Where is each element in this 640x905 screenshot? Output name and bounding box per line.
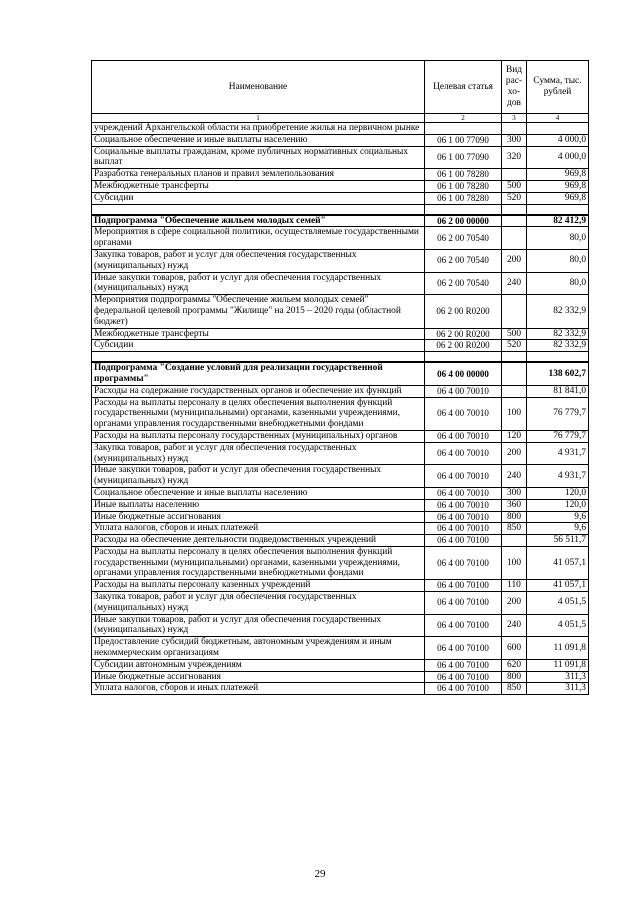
header-num-4: 4 — [527, 114, 589, 123]
row-target-article: 06 4 00 70010 — [425, 465, 502, 488]
row-expense-type: 300 — [502, 487, 527, 499]
row-name: учреждений Архангельской области на приобретение жилья на первичном рынке — [92, 123, 425, 135]
row-sum: 41 057,1 — [527, 546, 589, 579]
header-expense-type: Вид рас-хо-дов — [502, 61, 527, 114]
row-name: Закупка товаров, работ и услуг для обеспечения государственных (муниципальных) нужд — [92, 442, 425, 465]
row-name: Иные бюджетные ассигнования — [92, 511, 425, 523]
row-sum: 56 511,7 — [527, 535, 589, 547]
row-target-article: 06 1 00 77090 — [425, 146, 502, 169]
table-row — [92, 535, 589, 547]
row-sum: 76 779,7 — [527, 397, 589, 430]
table-row — [92, 592, 589, 615]
row-sum: 4 051,5 — [527, 614, 589, 637]
row-expense-type: 300 — [502, 134, 527, 146]
table-row — [92, 683, 589, 695]
row-sum: 80,0 — [527, 272, 589, 295]
row-target-article: 06 4 00 70100 — [425, 637, 502, 660]
table-row — [92, 215, 589, 227]
row-expense-type: 120 — [502, 430, 527, 442]
spacer-cell — [502, 352, 527, 363]
spacer-cell — [92, 204, 425, 215]
row-target-article: 06 4 00 70010 — [425, 511, 502, 523]
row-expense-type: 500 — [502, 328, 527, 340]
row-expense-type: 100 — [502, 546, 527, 579]
row-target-article: 06 2 00 R0200 — [425, 340, 502, 352]
row-target-article: 06 4 00 70100 — [425, 683, 502, 695]
table-row — [92, 340, 589, 352]
row-name: Расходы на выплаты персоналу казенных учреждений — [92, 580, 425, 592]
row-target-article: 06 4 00 70010 — [425, 397, 502, 430]
spacer-row — [92, 204, 589, 215]
spacer-cell — [425, 204, 502, 215]
row-target-article: 06 2 00 00000 — [425, 215, 502, 227]
row-sum: 120,0 — [527, 499, 589, 511]
row-sum: 76 779,7 — [527, 430, 589, 442]
row-target-article — [425, 123, 502, 135]
row-target-article: 06 4 00 70010 — [425, 430, 502, 442]
row-target-article: 06 4 00 70100 — [425, 535, 502, 547]
row-target-article: 06 2 00 R0200 — [425, 328, 502, 340]
row-name: Социальное обеспечение и иные выплаты населению — [92, 134, 425, 146]
row-target-article: 06 2 00 70540 — [425, 227, 502, 250]
row-expense-type — [502, 385, 527, 397]
row-sum: 4 931,7 — [527, 442, 589, 465]
row-name: Расходы на выплаты персоналу в целях обеспечения выполнения функций государственными (муниципальными) органами, казенными учреждениями, органами управления государственными внебюджетными фондами — [92, 546, 425, 579]
row-expense-type: 110 — [502, 580, 527, 592]
row-sum: 82 412,9 — [527, 215, 589, 227]
row-name: Социальные выплаты гражданам, кроме публичных нормативных социальных выплат — [92, 146, 425, 169]
row-expense-type: 200 — [502, 592, 527, 615]
row-expense-type: 800 — [502, 671, 527, 683]
row-expense-type — [502, 295, 527, 328]
row-sum: 80,0 — [527, 249, 589, 272]
row-name: Межбюджетные трансферты — [92, 328, 425, 340]
row-target-article: 06 1 00 78280 — [425, 169, 502, 181]
row-sum: 82 332,9 — [527, 340, 589, 352]
row-target-article: 06 4 00 70010 — [425, 499, 502, 511]
row-sum — [527, 123, 589, 135]
spacer-row — [92, 352, 589, 363]
row-expense-type: 240 — [502, 272, 527, 295]
row-name: Иные выплаты населению — [92, 499, 425, 511]
row-name: Иные закупки товаров, работ и услуг для обеспечения государственных (муниципальных) нужд — [92, 272, 425, 295]
row-expense-type — [502, 123, 527, 135]
table-row — [92, 442, 589, 465]
table-row — [92, 362, 589, 385]
row-name: Иные закупки товаров, работ и услуг для обеспечения государственных (муниципальных) нужд — [92, 614, 425, 637]
row-target-article: 06 1 00 78280 — [425, 180, 502, 192]
row-name: Подпрограмма "Обеспечение жильем молодых семей" — [92, 215, 425, 227]
row-sum: 138 602,7 — [527, 362, 589, 385]
table-row — [92, 272, 589, 295]
table-row — [92, 180, 589, 192]
row-expense-type — [502, 169, 527, 181]
row-target-article: 06 2 00 70540 — [425, 272, 502, 295]
row-expense-type: 320 — [502, 146, 527, 169]
row-expense-type: 500 — [502, 180, 527, 192]
row-name: Межбюджетные трансферты — [92, 180, 425, 192]
row-expense-type: 600 — [502, 637, 527, 660]
spacer-cell — [502, 204, 527, 215]
row-sum: 82 332,9 — [527, 295, 589, 328]
row-sum: 80,0 — [527, 227, 589, 250]
table-row — [92, 637, 589, 660]
row-name: Уплата налогов, сборов и иных платежей — [92, 683, 425, 695]
row-sum: 11 091,8 — [527, 659, 589, 671]
row-sum: 81 841,0 — [527, 385, 589, 397]
header-name: Наименование — [92, 61, 425, 114]
table-body — [92, 123, 589, 695]
header-sum: Сумма, тыс. рублей — [527, 61, 589, 114]
row-expense-type: 240 — [502, 614, 527, 637]
row-expense-type: 520 — [502, 192, 527, 204]
row-name: Подпрограмма "Создание условий для реализации государственной программы" — [92, 362, 425, 385]
row-name: Уплата налогов, сборов и иных платежей — [92, 523, 425, 535]
row-expense-type: 100 — [502, 397, 527, 430]
row-name: Закупка товаров, работ и услуг для обеспечения государственных (муниципальных) нужд — [92, 592, 425, 615]
budget-table — [91, 60, 589, 695]
table-row — [92, 295, 589, 328]
table-row — [92, 499, 589, 511]
row-sum: 11 091,8 — [527, 637, 589, 660]
budget-table-container — [91, 60, 588, 695]
row-target-article: 06 4 00 70100 — [425, 671, 502, 683]
table-row — [92, 169, 589, 181]
row-name: Закупка товаров, работ и услуг для обеспечения государственных (муниципальных) нужд — [92, 249, 425, 272]
row-target-article: 06 1 00 77090 — [425, 134, 502, 146]
row-expense-type: 620 — [502, 659, 527, 671]
row-sum: 4 051,5 — [527, 592, 589, 615]
row-target-article: 06 2 00 70540 — [425, 249, 502, 272]
row-target-article: 06 4 00 70010 — [425, 487, 502, 499]
table-row — [92, 671, 589, 683]
row-sum: 120,0 — [527, 487, 589, 499]
table-row — [92, 146, 589, 169]
table-row — [92, 430, 589, 442]
row-name: Расходы на содержание государственных органов и обеспечение их функций — [92, 385, 425, 397]
row-target-article: 06 4 00 00000 — [425, 362, 502, 385]
row-target-article: 06 4 00 70010 — [425, 442, 502, 465]
row-name: Субсидии автономным учреждениям — [92, 659, 425, 671]
table-row — [92, 659, 589, 671]
row-target-article: 06 4 00 70010 — [425, 523, 502, 535]
row-name: Расходы на выплаты персоналу в целях обеспечения выполнения функций государственными (муниципальными) органами, казенными учреждениями, органами управления государственными внебюджетными фондами — [92, 397, 425, 430]
header-target-article: Целевая статья — [425, 61, 502, 114]
row-expense-type: 800 — [502, 511, 527, 523]
table-row — [92, 614, 589, 637]
row-expense-type: 850 — [502, 683, 527, 695]
spacer-cell — [425, 352, 502, 363]
row-sum: 9,6 — [527, 511, 589, 523]
table-row — [92, 523, 589, 535]
row-target-article: 06 4 00 70100 — [425, 546, 502, 579]
row-sum: 311,3 — [527, 671, 589, 683]
row-target-article: 06 4 00 70100 — [425, 580, 502, 592]
header-num-2: 2 — [425, 114, 502, 123]
row-expense-type — [502, 215, 527, 227]
header-num-3: 3 — [502, 114, 527, 123]
table-row — [92, 123, 589, 135]
row-target-article: 06 1 00 78280 — [425, 192, 502, 204]
row-sum: 9,6 — [527, 523, 589, 535]
header-num-1: 1 — [92, 114, 425, 123]
row-name: Иные бюджетные ассигнования — [92, 671, 425, 683]
table-row — [92, 580, 589, 592]
row-name: Иные закупки товаров, работ и услуг для обеспечения государственных (муниципальных) нужд — [92, 465, 425, 488]
table-header — [92, 61, 589, 123]
spacer-cell — [527, 352, 589, 363]
row-name: Разработка генеральных планов и правил землепользования — [92, 169, 425, 181]
row-name: Субсидии — [92, 340, 425, 352]
table-row — [92, 487, 589, 499]
table-row — [92, 511, 589, 523]
row-sum: 969,8 — [527, 192, 589, 204]
row-sum: 82 332,9 — [527, 328, 589, 340]
row-expense-type: 360 — [502, 499, 527, 511]
row-name: Предоставление субсидий бюджетным, автономным учреждениям и иным некоммерческим организациям — [92, 637, 425, 660]
row-name: Расходы на выплаты персоналу государственных (муниципальных) органов — [92, 430, 425, 442]
row-name: Расходы на обеспечение деятельности подведомственных учреждений — [92, 535, 425, 547]
row-sum: 4 931,7 — [527, 465, 589, 488]
spacer-cell — [527, 204, 589, 215]
row-sum: 4 000,0 — [527, 134, 589, 146]
table-row — [92, 227, 589, 250]
row-expense-type — [502, 535, 527, 547]
row-expense-type: 200 — [502, 249, 527, 272]
table-row — [92, 134, 589, 146]
row-target-article: 06 4 00 70100 — [425, 659, 502, 671]
row-target-article: 06 4 00 70100 — [425, 614, 502, 637]
table-row — [92, 328, 589, 340]
row-expense-type — [502, 227, 527, 250]
row-name: Социальное обеспечение и иные выплаты населению — [92, 487, 425, 499]
page-number: 29 — [314, 868, 326, 880]
row-expense-type — [502, 362, 527, 385]
row-sum: 969,8 — [527, 180, 589, 192]
row-expense-type: 520 — [502, 340, 527, 352]
table-row — [92, 192, 589, 204]
row-target-article: 06 4 00 70100 — [425, 592, 502, 615]
table-row — [92, 465, 589, 488]
row-target-article: 06 2 00 R0200 — [425, 295, 502, 328]
row-sum: 41 057,1 — [527, 580, 589, 592]
row-expense-type: 240 — [502, 465, 527, 488]
table-row — [92, 385, 589, 397]
row-sum: 4 000,0 — [527, 146, 589, 169]
row-name: Мероприятия в сфере социальной политики, осуществляемые государственными органами — [92, 227, 425, 250]
table-row — [92, 546, 589, 579]
table-row — [92, 249, 589, 272]
row-target-article: 06 4 00 70010 — [425, 385, 502, 397]
table-row — [92, 397, 589, 430]
row-name: Мероприятия подпрограммы "Обеспечение жильем молодых семей" федеральной целевой программы "Жилище" на 2015 – 2020 годы (областной бюджет) — [92, 295, 425, 328]
row-sum: 311,3 — [527, 683, 589, 695]
row-expense-type: 850 — [502, 523, 527, 535]
row-sum: 969,8 — [527, 169, 589, 181]
row-expense-type: 200 — [502, 442, 527, 465]
row-name: Субсидии — [92, 192, 425, 204]
spacer-cell — [92, 352, 425, 363]
